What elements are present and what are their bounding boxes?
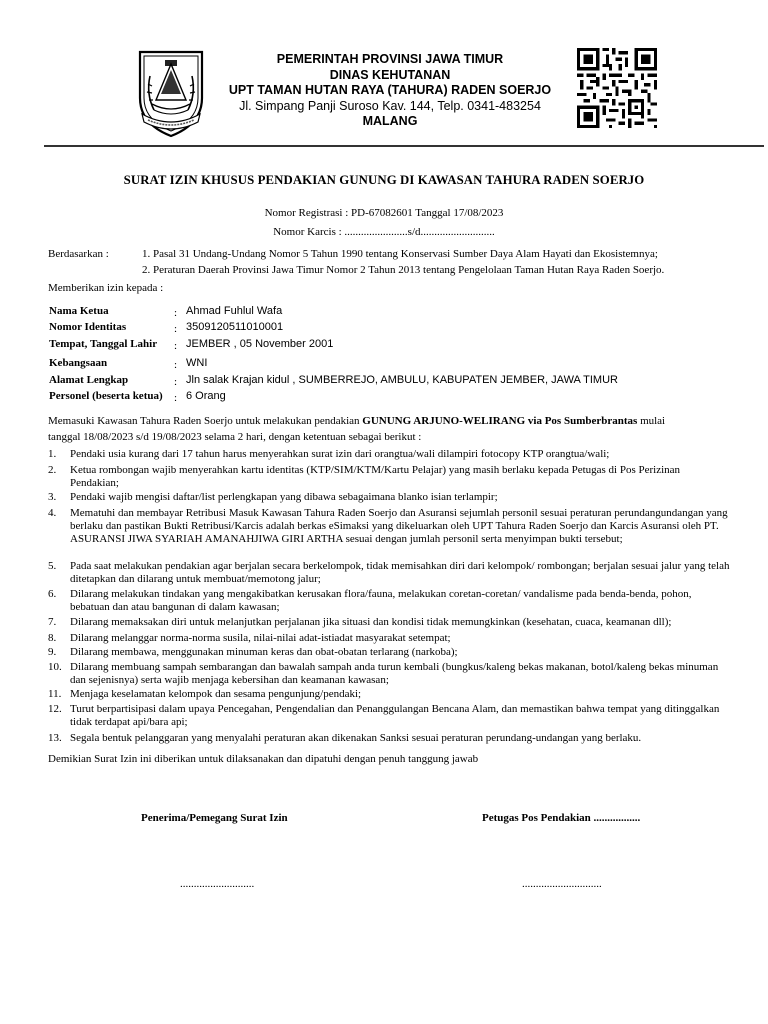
identity-colon: : [174,392,178,404]
letterhead-line-3: UPT TAMAN HUTAN RAYA (TAHURA) RADEN SOERJO [228,83,552,97]
rule-number: 12. [48,703,62,715]
entry-statement [48,414,665,428]
qr-code-icon [577,48,657,128]
rule-number: 13. [48,732,62,744]
nationality-value: WNI [186,357,208,369]
identity-label: Kebangsaan [49,357,108,369]
officer-signature-title: Petugas Pos Pendakian ................. [482,812,641,824]
basis-item: 1. Pasal 31 Undang-Undang Nomor 5 Tahun 1990 tentang Konservasi Sumber Daya Alam Hayati dan Ekosistemnya; [142,248,658,260]
ticket-number: Nomor Karcis : .......................s/d........................... [273,226,495,238]
rule-text: Ketua rombongan wajib menyerahkan kartu identitas (KTP/SIM/KTM/Kartu Pelajar) yang masih berlaku kepada Petugas di Pos Perizinan Pendakian; [70,464,681,490]
mountain-route: GUNUNG ARJUNO-WELIRANG via Pos Sumberbrantas [362,415,638,427]
header-divider [44,145,764,147]
rule-number: 5. [48,560,57,572]
birth-place-date-value: JEMBER , 05 November 2001 [186,338,334,350]
letterhead-city: MALANG [362,114,418,128]
letterhead [195,52,585,130]
rule-number: 1. [48,448,57,460]
id-number-value: 3509120511010001 [186,321,284,333]
rule-number: 2. [48,464,57,476]
rule-text: Turut berpartisipasi dalam upaya Pencegahan, Pengendalian dan Penanggulangan Bencana Alam, dan memastikan bahwa tempat yang ditinggalkan tidak terdapat api/bara api; [70,703,720,729]
identity-label: Personel (beserta ketua) [49,390,163,402]
rule-text: Dilarang memaksakan diri untuk melanjutkan perjalanan jika situasi dan kondisi tidak memungkinkan (kesehatan, cuaca, keamanan dll); [70,616,672,628]
rule-number: 7. [48,616,57,628]
identity-colon: : [174,323,178,335]
identity-colon: : [174,376,178,388]
address-value: Jln salak Krajan kidul , SUMBERREJO, AMBULU, KABUPATEN JEMBER, JAWA TIMUR [186,374,618,386]
identity-label: Alamat Lengkap [49,374,129,386]
identity-label: Tempat, Tanggal Lahir [49,338,158,350]
letterhead-address: Jl. Simpang Panji Suroso Kav. 144, Telp. 0341-483254 [239,98,541,113]
recipient-signature-line: ........................... [180,878,255,890]
leader-name-value: Ahmad Fuhlul Wafa [186,305,283,317]
rule-number: 10. [48,661,62,673]
basis-item: 2. Peraturan Daerah Provinsi Jawa Timur Nomor 2 Tahun 2013 tentang Pengelolaan Taman Hutan Raya Raden Soerjo. [142,264,665,276]
rule-number: 8. [48,632,57,644]
grant-intro: Memberikan izin kepada : [48,282,164,294]
identity-label: Nomor Identitas [49,321,127,333]
rule-text: Mematuhi dan membayar Retribusi Masuk Kawasan Tahura Raden Soerjo dan Asuransi sejumlah personil sesuai peraturan perundangundangan yang berlaku dan pastikan Bukti Retribusi/Karcis adalah berkas eSimaksi yang dikeluarkan oleh UPT Tahura Raden Soerjo dan Karcis Asuransi oleh PT. ASURANSI JIWA SYARIAH AMANAHJIWA GIRI ARTHA sesuai dengan jumlah personil serta menyimpan bukti tersebut; [70,507,728,546]
rule-number: 4. [48,507,57,519]
personnel-count-value: 6 Orang [186,390,226,402]
identity-label: Nama Ketua [49,305,109,317]
recipient-signature-title: Penerima/Pemegang Surat Izin [141,812,288,824]
identity-colon: : [174,307,178,319]
rule-text: Dilarang melanggar norma-norma susila, nilai-nilai adat-istiadat masyarakat setempat; [70,632,451,644]
rule-text: Menjaga keselamatan kelompok dan sesama pengunjung/pendaki; [70,688,362,700]
officer-signature-line: ............................. [522,878,602,890]
rule-number: 6. [48,588,57,600]
basis-label: Berdasarkan : [48,248,109,260]
rule-text: Dilarang membawa, menggunakan minuman keras dan obat-obatan terlarang (narkoba); [70,646,458,658]
rule-text: Pendaki wajib mengisi daftar/list perlengkapan yang dibawa sebagaimana blanko isian terlampir; [70,491,498,503]
rule-text: Segala bentuk pelanggaran yang menyalahi peraturan akan dikenakan Sanksi sesuai peraturan perundang-undangan yang berlaku. [70,732,642,744]
entry-text: Memasuki Kawasan Tahura Raden Soerjo untuk melakukan pendakian [48,415,360,427]
identity-colon: : [174,359,178,371]
rule-number: 9. [48,646,57,658]
registration-number: Nomor Registrasi : PD-67082601 Tanggal 17/08/2023 [264,207,504,219]
document-title: SURAT IZIN KHUSUS PENDAKIAN GUNUNG DI KAWASAN TAHURA RADEN SOERJO [123,173,645,187]
rule-text: Dilarang membuang sampah sembarangan dan bawalah sampah anda turun kembali (bungkus/kaleng bekas makanan, botol/kaleng bekas minuman dan sejenisnya) serta wajib menjaga kebersihan dan keamanan kawasan; [70,661,719,687]
rule-text: Pendaki usia kurang dari 17 tahun harus menyerahkan surat izin dari orangtua/wali dilampiri fotocopy KTP orangtua/wali; [70,448,610,460]
rule-number: 3. [48,491,57,503]
identity-colon: : [174,340,178,352]
entry-text-end: mulai [640,415,666,427]
rule-text: Dilarang melakukan tindakan yang mengakibatkan kerusakan flora/fauna, melakukan coretan-coretan/ vandalisme pada benda-benda, pohon, bebatuan dan atau bangunan di dalam kawasan; [70,588,692,614]
entry-dates: tanggal 18/08/2023 s/d 19/08/2023 selama 2 hari, dengan ketentuan sebagai berikut : [48,431,422,443]
rule-number: 11. [48,688,62,700]
rule-text: Pada saat melakukan pendakian agar berjalan secara berkelompok, tidak memisahkan diri dari kelompok/ rombongan; berjalan sesuai jalur yang telah ditetapkan dan dilarang untuk membuat/memotong jalur; [70,560,730,586]
letterhead-line-1: PEMERINTAH PROVINSI JAWA TIMUR [276,52,504,66]
letterhead-line-2: DINAS KEHUTANAN [329,67,451,82]
closing-statement: Demikian Surat Izin ini diberikan untuk dilaksanakan dan dipatuhi dengan penuh tanggung jawab [48,753,479,765]
